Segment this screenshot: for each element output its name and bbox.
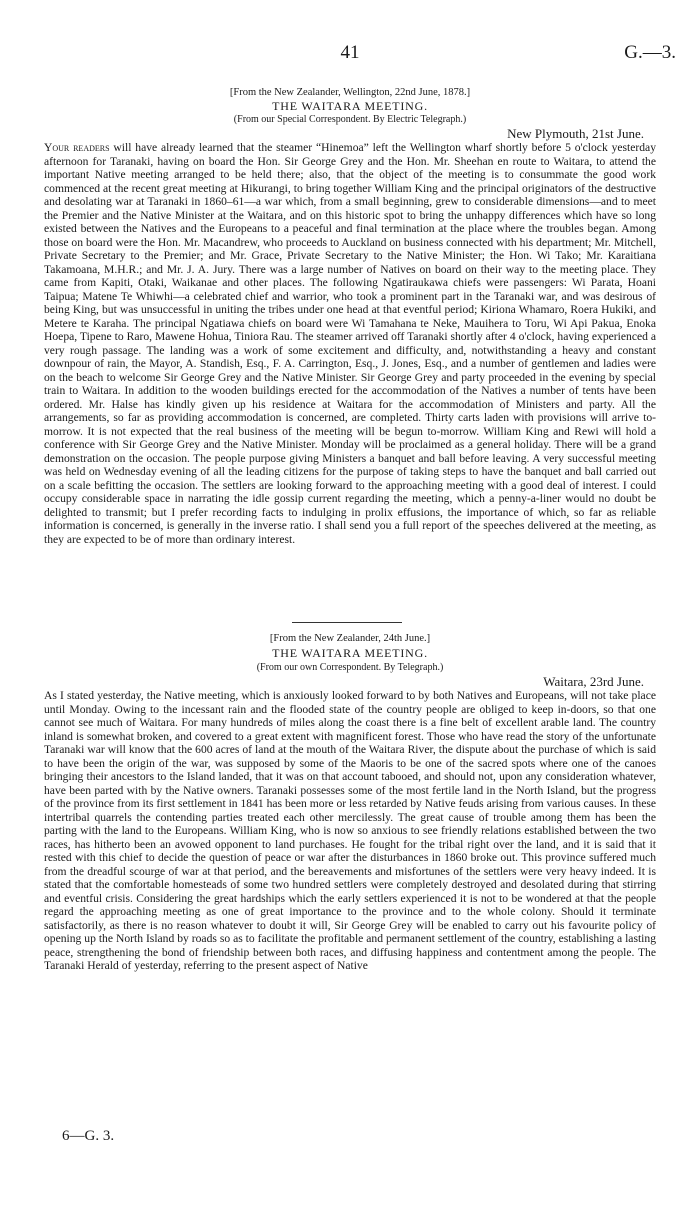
article2-source: [From the New Zealander, 24th June.] [269, 633, 431, 644]
article2-subsource: (From our own Correspondent. By Telegraph.) [256, 662, 444, 673]
article2-dateline: Waitara, 23rd June. [543, 674, 644, 689]
document-reference: G.—3. [624, 42, 676, 63]
article2-title: THE WAITARA MEETING. [272, 646, 428, 660]
article2-text: As I stated yesterday, the Native meeting, which is anxiously looked forward to by both Natives and Europeans, will not take place until Monday. Owing to the incessant rain and the flooded state of the country people are obliged to keep in-doors, so that one cannot see much of Waitara. For many hundreds of miles along the coast there is a fine belt of excellent arable land. The country inland is somewhat broken, and covered to a great extent with magnificent forest. Those who have read the story of the unfortunate Taranaki war will know that the 600 acres of land at the mouth of the Waitara River, the dispute about the purchase of which is said to have been the origin of the war, was supposed by some of the Maoris to be one of the sacred spots where one of the canoes bringing their ancestors to the Island landed, that it was on that account tabooed, and should not, upon any consideration whatever, have been parted with by the Native owners. Taranaki possesses some of the most fertile land in the North Island, but the progress of the province from its first settlement in 1841 has been more or less retarded by Native feuds arising from various causes. In these intertribal quarrels the contending parties treated each other mercilessly. The great cause of trouble among them has been the parting with the land to the Europeans. William King, who is now so anxious to see friendly relations established between the two races, has hitherto been an avowed opponent to land purchases. He fought for the tribal right over the land, and it is said that it rested with this chief to decide the question of peace or war after the disturbances in 1860 broke out. This province suffered much from the dreadful scourge of war at that period, and the bereavements and misfortunes of the settlers were very heavy indeed. It is stated that the comfortable homesteads of some two hundred settlers were completely destroyed and desolated during that stirring and eventful crisis. Considering the great hardships which the early settlers experienced it is not to be wondered at that the people regard the approaching meeting as one of great importance to the province and to the whole colony. Should it terminate satisfactorily, as there is no reason whatever to doubt it will, Sir George Grey will be enabled to carry out his favourite policy of opening up the North Island by roads so as to facilitate the profitable and permanent settlement of the country, establishing a lasting peace, strengthening the bond of friendship between both races, and diffusing happiness and contentment among the people. The Taranaki Herald of yesterday, referring to the present aspect of Native [44, 689, 656, 972]
article1-subsource: (From our Special Correspondent. By Electric Telegraph.) [233, 114, 467, 125]
article1-body [44, 141, 656, 546]
article2-body [44, 689, 656, 973]
article1-title: THE WAITARA MEETING. [272, 99, 428, 113]
section-divider [292, 622, 402, 623]
article1-first-words: Your readers [44, 141, 110, 154]
article1-source: [From the New Zealander, Wellington, 22nd June, 1878.] [229, 87, 471, 98]
page-number: 41 [340, 42, 360, 63]
page-signature: 6—G. 3. [62, 1128, 115, 1144]
article1-text: will have already learned that the steamer “Hinemoa” left the Wellington wharf shortly before 5 o'clock yesterday afternoon for Taranaki, having on board the Hon. Sir George Grey and the Hon. Mr. Sheehan en route to Waitara, to attend the important Native meeting arranged to be held there; also, that the object of the meeting is to consummate the good work commenced at the recent great meeting at Hikurangi, to bring together William King and the principal originators of the destructive and desolating war at Taranaki in 1860–61—a war which, from a small beginning, grew to considerable dimensions—and to meet the Premier and the Native Minister at the Waitara, and on this historic spot to bring the unhappy differences which have so long existed between the Natives and the Europeans to a peaceful and final termination at the place where the troubles began. Among those on board were the Hon. Mr. Macandrew, who proceeds to Auckland on business connected with his department; Mr. Mitchell, Private Secretary to the Premier; and Mr. Grace, Private Secretary to the Native Minister; the Hon. Wi Tako; Mr. Karaitiana Takamoana, M.H.R.; and Mr. J. A. Jury. There was a large number of Natives on board on their way to the meeting place. They came from Kapiti, Otaki, Waikanae and other places. The following Ngatiraukawa chiefs were passengers: Wi Parata, Hoani Taipua; Matene Te Whiwhi—a celebrated chief and warrior, who took a prominent part in the Taranaki war, and was desirous of being King, but was unsuccessful in uniting the tribes under one head at that eventful period; Kiriona Whamaro, Roera Hukiki, and Metere te Karaha. The principal Ngatiawa chiefs on board were Wi Tamahana te Neke, Mauihera to Toru, Wi Api Pakua, Enoka Hoepa, Tipene to Raro, Mawene Hohua, Tiniora Rau. The steamer arrived off Taranaki shortly after 4 o'clock, having experienced a very rough passage. The landing was a work of some excitement and difficulty, and, notwithstanding a heavy and constant downpour of rain, the Mayor, A. Standish, Esq., F. A. Carrington, Esq., J. Jones, Esq., and a number of gentlemen and ladies were on the beach to welcome Sir George Grey and the Native Minister. Sir George Grey and party proceeded in the evening by special train to Waitara. In addition to the wooden buildings erected for the accommodation of the Natives a number of tents have been ordered. Mr. Halse has kindly given up his residence at Waitara for the accommodation of Ministers and party. All the arrangements, so far as providing accommodation is concerned, are completed. Thirty carts laden with provisions will arrive to-morrow. It is not expected that the real business of the meeting will be begun to-morrow. William King and Rewi will hold a conference with Sir George Grey and the Native Minister. Monday will be proclaimed as a general holiday. There will be a grand demonstration on the occasion. The people purpose giving Ministers a banquet and ball before leaving. A very successful meeting was held on Wednesday evening of all the leading citizens for the purpose of taking steps to have the banquet and ball carried out on a scale befitting the occasion. The settlers are looking forward to the approaching meeting with a good deal of interest. I could occupy considerable space in narrating the idle gossip current regarding the meeting, which a penny-a-liner would no doubt be delighted to transmit; but I prefer recording facts to indulging in prolix effusions, the importance of which, so far as reliable information is concerned, is generally in the inverse ratio. I shall send you a full report of the speeches delivered at the meeting, as they are expected to be of more than ordinary interest. [44, 141, 656, 546]
article1-dateline: New Plymouth, 21st June. [507, 126, 644, 141]
